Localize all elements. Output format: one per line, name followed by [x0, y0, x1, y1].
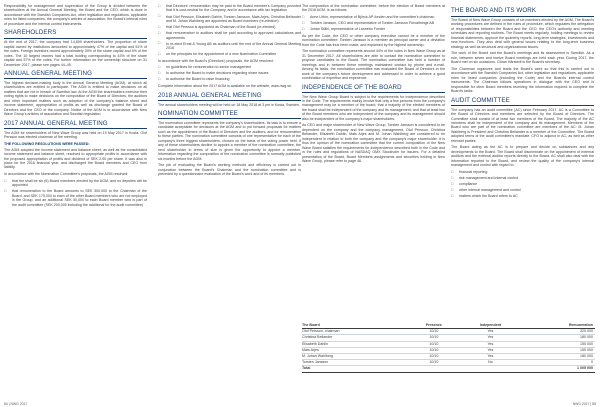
- list-item: □ financial reporting: [451, 170, 594, 174]
- independence-text: The New Wave Group Board is subject to the requirements for independence described in the Code. The requirements mainly involve that only a few persons from the company's management may be a member of the board, that a majority of the elected members of the board shall be independent of the company and its management, and that at least two of the Board members who are independent of the company and its management should also be independent of the company's major shareholders.: [302, 94, 445, 121]
- board-proposals-text: In accordance with the Board's (Directors') proposals, the AGM resolved:: [158, 58, 274, 63]
- agm-2017-heading: 2017 ANNUAL GENERAL MEETING: [4, 119, 108, 127]
- shareholders-text: At the end of 2017, the company had 14,899 shareholders. The proportion of share capital owned by institutions amounted to approximately 47% of the capital and 51% of the votes. Foreign investors owned approximately 39% of the share capital and 4% of the votes. The 10 largest owners had a total holding corresponding to 43% of the share capital and 57% of the votes. For further information on the ownership structure on 31 December 2017, please see pages 44–45.: [4, 40, 147, 67]
- nomination-committee-heading: NOMINATION COMMITTEE: [158, 109, 238, 117]
- cell-independent: Yes: [459, 341, 523, 347]
- cell-independent: Yes: [459, 335, 523, 341]
- cell-empty: [459, 366, 523, 372]
- cell-name: Mats Arjes: [302, 347, 410, 353]
- column-1: [4, 4, 147, 209]
- cell-name: Elisabeth Dahlin: [302, 341, 410, 347]
- divider: [451, 105, 594, 106]
- cell-empty: [410, 366, 459, 372]
- cell-remuneration: 180 000: [523, 354, 595, 360]
- cell-name: Olof Persson, chairman: [302, 329, 410, 335]
- independence-text-2: As CEO and major shareholder of New Wave Group, Torsten Jansson is considered to be dependent on the company and the company management. Olof Persson, Christina Bellander, Elisabeth Dahlin, Mats Arjes and M. Johan Wahlberg are considered to be independent in relation to both the company and the company's major shareholder. It is thus the opinion of the nomination committee that the current composition of the New Wave Board satisfies the requirements for independence described both in the Code and in the rules and regulations of NASDAQ OMX Stockholm for issuers. For a detailed presentation of the Board, Board Members assignments and securities holding in New Wave Group, please refer to page 46.: [302, 123, 445, 164]
- cell-presence: 10/10: [410, 329, 459, 335]
- divider: [302, 92, 445, 93]
- cell-independent: No: [459, 360, 523, 366]
- cell-presence: 10/10: [410, 341, 459, 347]
- page-footer-right: NWG 2017 | 85: [572, 402, 596, 406]
- independence-heading: INDEPENDENCE OF THE BOARD: [302, 83, 402, 91]
- cell-name: M. Johan Wahlberg: [302, 354, 410, 360]
- header-presence: Presence: [410, 323, 459, 329]
- list-item: □ to authorise the Board to raise financing: [158, 77, 301, 81]
- resolutions-heading: THE FOLLOWING RESOLUTIONS WERE PASSED:: [4, 141, 90, 146]
- cell-remuneration: 325 000: [523, 329, 595, 335]
- list-item: □ matters which the Board refers to AC: [451, 194, 594, 198]
- header-remuneration: Remuneration: [523, 323, 595, 329]
- list-item: □ that remuneration to the Board amounts to SEK 300,000 to the Chairman of the Board, and SEK 175,000 to each of the other Board members who are not employed in the Group, and an additional SEK 50,000 to each Board member who is part of the audit committee (SEK 200,000 including the additional for the audit committee): [4, 189, 147, 207]
- audit-committee-heading: AUDIT COMMITTEE: [451, 96, 510, 104]
- cell-remuneration: 0: [523, 360, 595, 366]
- list-item: □ that Olof Persson, Elisabeth Dahlin, Torsten Jansson, Mats Arjes, Christina Bellander and M. Johan Wahlberg are appointed as Board members (re-election): [158, 15, 301, 24]
- committee-composition-text: The composition of the nomination committee, before the election of Board members at the 2018 AGM, is as follows:: [302, 4, 445, 13]
- divider: [158, 118, 301, 119]
- audit-committee-text-2: The Board acting as the AC is to prepare and decide on substances and any developments to the Board. The Board shall discriminate on the appointment of external auditors and the external auditor reports directly to the Board. AC shall also deal with the information reported to the Board, and review the quality of the company's internal management and control with regard to:: [451, 145, 594, 168]
- cell-independent: Yes: [459, 347, 523, 353]
- cell-name: Torsten Jansson: [302, 360, 410, 366]
- resolution-list-continued: [158, 4, 301, 57]
- list-item: □ that Directors' remuneration may be paid to the Board member's Company provided that it is cost-neutral for the Company, and in accordance with tax legislation: [158, 4, 301, 13]
- board-work-heading: THE BOARD AND ITS WORK: [451, 7, 537, 14]
- resolutions-text: The AGM adopted the income statement and balance sheet, as well as the consolidated income statement and balance sheet, resolved to appropriate profits in accordance with the proposed appropriation of profits and dividend of SEK 2.00 per share. It was also in place for the 2016 financial year, and discharged the Board members and CEO from liability.: [4, 147, 147, 170]
- list-item: □ compliance: [451, 182, 594, 186]
- divider: [4, 78, 147, 79]
- nomination-committee-text-2: The job of evaluating the Board's working methods and efficiency is carried out in conjunction between the Board's Chairman and the nomination committee and is preceded by a questionnaire evaluation of the Board's work and of its members.: [158, 163, 301, 177]
- cell-presence: 10/10: [410, 335, 459, 341]
- cell-presence: 10/10: [410, 354, 459, 360]
- column-3: [302, 4, 445, 166]
- list-item: □ risk management and internal control: [451, 176, 594, 180]
- list-item: □ that Olof Persson is appointed as Chairman of the Board (re-elected): [158, 25, 301, 29]
- cell-presence: 10/10: [410, 347, 459, 353]
- page-footer-left: 84 | NWG 2017: [4, 402, 28, 406]
- committee-votes-text: The nomination committee represents around 44% of the votes in New Wave Group as at 31 December 2017. All shareholders are able to contact the nomination committee to propose candidates to the Board. The nomination committee has held a number of meetings and in between these meetings maintained contact by phone and e-mail. Among its tasks, the nomination committee has evaluated the Board of Directors in the work of the company's future development and addressed in order to achieve a good combination of expertise and experience.: [302, 49, 445, 81]
- list-item: □ other internal management and control: [451, 188, 594, 192]
- header-board: The Board: [302, 323, 410, 329]
- list-item: □ to authorise the Board to make decisions regarding share issues: [158, 71, 301, 75]
- agm-text: The highest decision-making body is the Annual General Meeting (AGM), at which all shareholders are entitled to participate. The AGM is entitled to make decisions on all matters that are not in breach of Swedish law. At the AGM the shareholders exercise their voting rights to make decisions on the composition of the Board of Directors, the auditors and other important matters such as adoption of the company's balance sheet and income statement, appropriation of profits as well as discharge granted the Board of Directors and the CEO of the company. Notice of the AGM is in accordance with New Wave Group's articles of association and Swedish legislation.: [4, 80, 147, 117]
- nomination-resolved-text: In accordance with the Nomination Committee's proposals, the AGM resolved:: [4, 172, 129, 177]
- cell-remuneration: 155 000: [523, 341, 595, 347]
- code-deviation-text: As per the Code, the CEO or other company executive cannot be a member of the nomination committee. Torsten Jansson is a member as principal owner and a deviation from the Code has thus been made, and explained by the highest ownership.: [302, 33, 445, 47]
- board-proposals-list: [158, 65, 301, 82]
- list-item: □ Torsten Jansson, CEO and representative of Torsten Jansson Förvaltnings AB: [302, 21, 445, 25]
- list-item: □ on guidelines for remuneration to senior management: [158, 65, 301, 69]
- resolution-list: [4, 179, 147, 207]
- cell-remuneration: 180 000: [523, 335, 595, 341]
- audit-committee-list: [451, 170, 594, 199]
- total-label: Total: [302, 366, 410, 372]
- agm-heading: ANNUAL GENERAL MEETING: [4, 69, 93, 77]
- cell-remuneration: 155 000: [523, 347, 595, 353]
- divider: [451, 16, 594, 17]
- list-item: □ Johan Ståhl, representative of Lannebo Fonder: [302, 27, 445, 31]
- header-independent: Independent: [459, 323, 523, 329]
- nomination-committee-text: The nomination committee represents the company's shareholders. Its task is to ensure a candidate acceptable for decisions at the AGM and to put forward proposals for matters such as the appointment of the Board of Directors and the auditors, and for remuneration to these parties. The nomination committee consists of one representative for each of the company's three biggest shareholders, chosen on the basis of the voting power held. If any of these shareholders decline to appoint a member of the nomination committee, the next shareholder in terms of size is given the opportunity to appoint a member. Information regarding the composition of the nomination committee is normally published six months before the AGM.: [158, 120, 301, 161]
- list-item: □ to re-elect Ernst & Young AB as auditors until the end of the Annual General Meeting 2018: [158, 42, 301, 51]
- shareholders-heading: SHAREHOLDERS: [4, 29, 57, 37]
- cell-independent: Yes: [459, 354, 523, 360]
- divider: [4, 38, 147, 39]
- list-item: □ that the shall be six (6) Board members elected by the AGM, and no deputies will be appointed: [4, 179, 147, 188]
- cell-name: Christina Bellander: [302, 335, 410, 341]
- list-item: □ that remuneration to auditors shall be paid according to approved calculations and agreements: [158, 31, 301, 40]
- board-table: [302, 323, 595, 373]
- divider: [4, 128, 147, 129]
- column-4: [451, 4, 594, 201]
- agm-info-text: Complete information about the 2017 AGM is available on the website, www.nwg.se.: [158, 84, 293, 89]
- list-item: □ on the principles for the appointment of a new Nomination Committee: [158, 52, 301, 56]
- list-item: □ Anne Lithin, representative of Björck AP-fonden and the committee's chairman: [302, 15, 445, 19]
- divider: [158, 100, 301, 101]
- committee-members-list: [302, 15, 445, 32]
- board-work-text: The Board of New Wave Group consists of six members elected by the AGM. The Board's working procedures are defined in the rules of procedure, which regulates the delegation of responsibilities between the Board and the CEO, the CEO's authority and meeting schedules and reporting routines. The Board meets regularly, holding meetings to review financial statements, approve the quarterly reports, long-term strategies, investments and new functions. They also deal with general issues relating to the long-term business strategy as well as structural and organizational issues.: [451, 18, 594, 49]
- intro-paragraph: Responsibility for management and supervision of the Group is divided between the shareholders at the Annual General Meeting, the Board and the CEO, which is done in accordance with the Swedish Companies Act, other legislation and regulations, applicable rules for listed companies, the company's articles of association, the Board's internal rules of procedure and the internal control instruments.: [4, 4, 147, 26]
- board-work-text-3: The Chairman organizes and leads the Board's work so that this is carried out in accordance with the Swedish Companies Act, other legislation and regulations, applicable rules for listed companies (including the Code) and the Board's internal control instruments. The Chairman follows operations in dialogue with the CEO and is responsible for other Board members receiving the information required to complete the Board's tasks.: [451, 66, 594, 94]
- cell-presence: 10/10: [410, 360, 459, 366]
- board-work-text-2: The work of the Board and the Board's meetings and its assessment is Swedish. As a rule, between seven and twelve Board meetings are held each year. During 2017, the Board met on six occasions. Göran Härstedt is the Board's secretary.: [451, 51, 594, 65]
- agm-2018-heading: 2018 ANNUAL GENERAL MEETING: [158, 91, 262, 99]
- column-2: [158, 4, 301, 179]
- cell-independent: Yes: [459, 329, 523, 335]
- audit-committee-text: The company has an audit committee (AC) since February 2017. AC is a Committee to the Board of Directors and members are selected by the Board of Directors. The Committee shall consist of at least two members of the Board. The majority of the AC members shall be independent of the company and its management. Members of the Board who are part of the nomination committee are members of the AC: M. Johan Wahlberg is President and Christina Bellander is a member of the Committee. The Board adopted terms of the audit committee's mandate. CFO to adjunct in AC, as well as other relevant parties.: [451, 107, 594, 143]
- agm-2018-text: The annual shareholders meeting will be held on 18 May 2018 at 3 pm in Kosta, Sweden.: [158, 102, 301, 107]
- table-total-row: [302, 366, 595, 372]
- agm-2017-text: The AGM for shareholders of New Wave Group was held on 19 May 2017 in Kosta. Olof Persson was elected chairman of the meeting.: [4, 130, 147, 140]
- total-value: 1 005 000: [523, 366, 595, 372]
